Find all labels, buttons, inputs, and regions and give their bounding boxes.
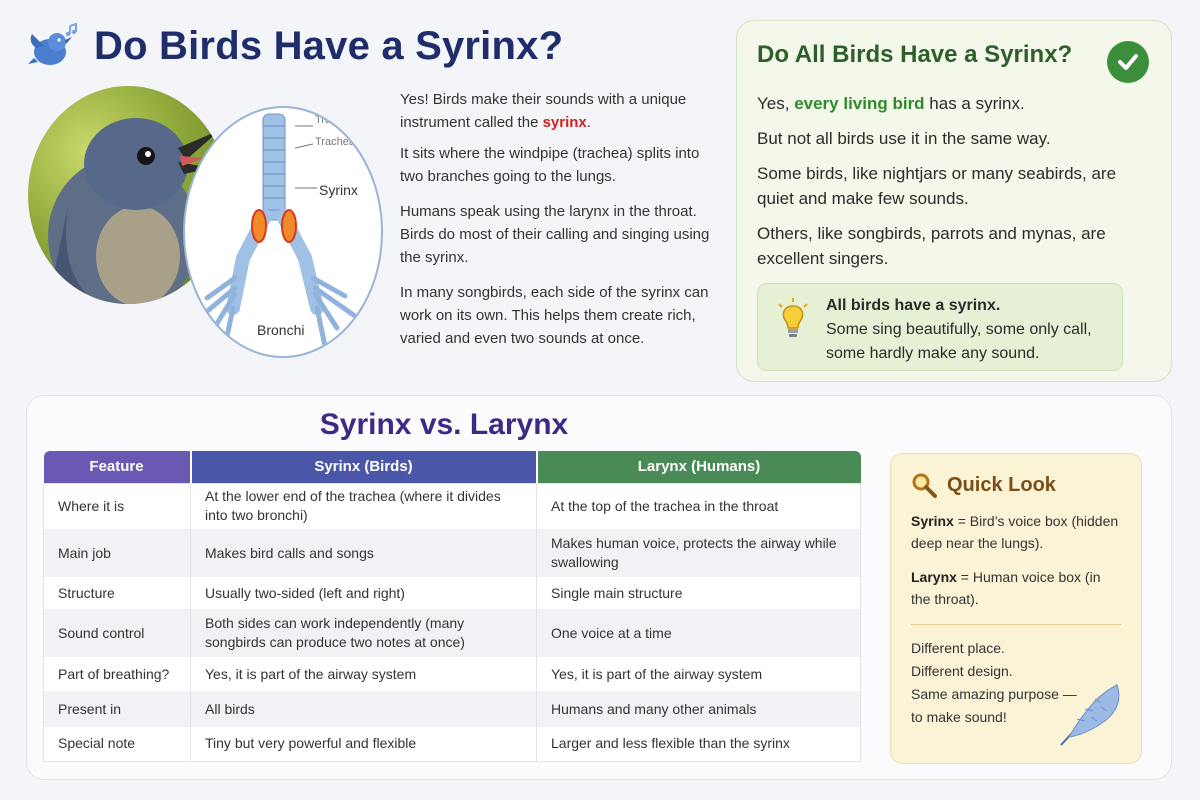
table-row bbox=[44, 529, 861, 577]
header-feature: Feature bbox=[44, 451, 191, 483]
every-bird-highlight: every living bird bbox=[794, 94, 925, 113]
magnifier-icon bbox=[911, 472, 937, 498]
intro-paragraph-2: It sits where the windpipe (trachea) splits into two branches going to the lungs. bbox=[400, 145, 700, 185]
quick-look-line-3: Same amazing purpose — bbox=[911, 686, 1077, 702]
cell-larynx: Larger and less flexible than the syrinx bbox=[537, 727, 861, 761]
cell-syrinx: Both sides can work independently (many songbirds can produce two notes at once) bbox=[191, 609, 537, 657]
table-row bbox=[44, 691, 861, 727]
cell-larynx: One voice at a time bbox=[537, 609, 861, 657]
quick-look-line-4: to make sound! bbox=[911, 709, 1007, 725]
cell-larynx: At the top of the trachea in the throat bbox=[537, 483, 861, 529]
cell-syrinx: At the lower end of the trachea (where it divides into two bronchi) bbox=[191, 483, 537, 529]
table-row bbox=[44, 657, 861, 691]
quick-look-larynx-def: Larynx = Human voice box (in the throat). bbox=[911, 569, 1101, 607]
tip-line-3: some hardly make any sound. bbox=[826, 345, 1040, 362]
all-birds-card bbox=[736, 20, 1172, 382]
cell-larynx: Humans and many other animals bbox=[537, 691, 861, 727]
header bbox=[26, 18, 563, 74]
syrinx-highlight: syrinx bbox=[542, 114, 587, 131]
quick-look-card bbox=[890, 453, 1142, 764]
diagram-label-syrinx: Syrinx bbox=[319, 182, 358, 198]
all-birds-title: Do All Birds Have a Syrinx? bbox=[757, 41, 1073, 68]
cell-syrinx: Usually two-sided (left and right) bbox=[191, 577, 537, 609]
cell-feature: Special note bbox=[44, 727, 191, 761]
intro-text bbox=[400, 88, 720, 358]
feather-icon bbox=[1055, 679, 1125, 749]
page-title: Do Birds Have a Syrinx? bbox=[94, 23, 564, 68]
table-row bbox=[44, 483, 861, 529]
comparison-title: Syrinx vs. Larynx bbox=[319, 408, 569, 441]
cell-feature: Where it is bbox=[44, 483, 191, 529]
cell-feature: Present in bbox=[44, 691, 191, 727]
quick-look-line-2: Different design. bbox=[911, 663, 1013, 679]
table-row bbox=[44, 727, 861, 761]
diagram-label-trachea-sub: Trachea bbox=[315, 136, 355, 148]
header-syrinx: Syrinx (Birds) bbox=[191, 451, 537, 483]
lightbulb-icon bbox=[776, 298, 810, 340]
table-row bbox=[44, 577, 861, 609]
quick-look-header bbox=[911, 472, 1121, 498]
quick-look-syrinx-def: Syrinx = Bird’s voice box (hidden deep near the lungs). bbox=[911, 513, 1119, 551]
all-birds-paragraph-1: Yes, every living bird has a syrinx. bbox=[757, 94, 1025, 113]
cell-syrinx: Makes bird calls and songs bbox=[191, 529, 537, 577]
cell-larynx: Single main structure bbox=[537, 577, 861, 609]
intro-paragraph-3: Humans speak using the larynx in the throat. Birds do most of their calling and singing using the syrinx. bbox=[400, 203, 710, 266]
cell-feature: Main job bbox=[44, 529, 191, 577]
header-larynx: Larynx (Humans) bbox=[537, 451, 861, 483]
cell-syrinx: All birds bbox=[191, 691, 537, 727]
intro-paragraph-1: Yes! Birds make their sounds with a unique instrument called the syrinx. bbox=[400, 91, 687, 131]
tip-box bbox=[757, 283, 1123, 371]
cell-larynx: Yes, it is part of the airway system bbox=[537, 657, 861, 691]
syrinx-diagram bbox=[183, 106, 383, 358]
all-birds-paragraph-2: But not all birds use it in the same way. bbox=[757, 129, 1051, 148]
tip-line-1: All birds have a syrinx. bbox=[826, 297, 1001, 314]
check-icon bbox=[1107, 41, 1149, 83]
diagram-label-bronchi: Bronchi bbox=[257, 322, 305, 338]
all-birds-paragraph-3: Some birds, like nightjars or many seabirds, are quiet and make few sounds. bbox=[757, 164, 1117, 208]
cell-feature: Part of breathing? bbox=[44, 657, 191, 691]
cell-larynx: Makes human voice, protects the airway while swallowing bbox=[537, 529, 861, 577]
quick-look-line-1: Different place. bbox=[911, 640, 1005, 656]
cell-feature: Structure bbox=[44, 577, 191, 609]
table-header-row bbox=[44, 451, 861, 483]
diagram-label-trachea: Trachea bbox=[315, 114, 355, 126]
intro-paragraph-4: In many songbirds, each side of the syrinx can work on its own. This helps them create rich, varied and even two sounds at once. bbox=[400, 284, 709, 347]
quick-look-title: Quick Look bbox=[947, 473, 1056, 496]
cell-syrinx: Yes, it is part of the airway system bbox=[191, 657, 537, 691]
table-row bbox=[44, 609, 861, 657]
cell-syrinx: Tiny but very powerful and flexible bbox=[191, 727, 537, 761]
divider bbox=[911, 624, 1121, 625]
all-birds-paragraph-4: Others, like songbirds, parrots and mynas, are excellent singers. bbox=[757, 224, 1106, 268]
singing-bird-logo-icon bbox=[26, 18, 82, 74]
tip-line-2: Some sing beautifully, some only call, bbox=[826, 321, 1092, 338]
cell-feature: Sound control bbox=[44, 609, 191, 657]
comparison-table bbox=[43, 451, 861, 762]
